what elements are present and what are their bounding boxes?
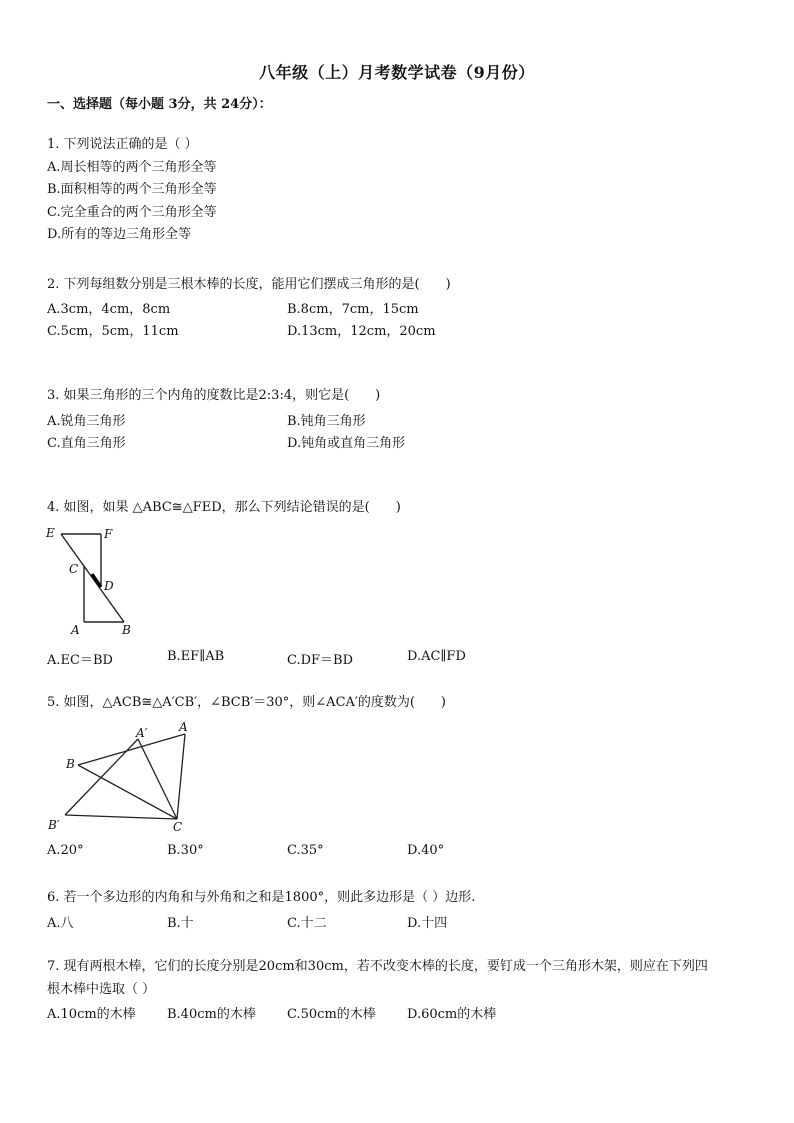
segment-b-prime-c	[65, 815, 177, 819]
option-b[interactable]: B.8cm，7cm，15cm	[287, 302, 419, 317]
option-c[interactable]: C.50cm的木棒	[287, 1007, 376, 1022]
question-stem-line-1: 7. 现有两根木棒，它们的长度分别是20cm和30cm，若不改变木棒的长度，要钉成一个三角形木架，则应在下列四	[47, 959, 708, 974]
option-a[interactable]: A.周长相等的两个三角形全等	[47, 159, 217, 175]
option-c[interactable]: C.35°	[287, 843, 324, 858]
point-label: C	[173, 820, 183, 834]
option-d[interactable]: D.钝角或直角三角形	[287, 436, 406, 451]
question-7	[47, 956, 708, 1001]
question-stem: 3. 如果三角形的三个内角的度数比是2:3:4，则它是( )	[47, 388, 381, 403]
question-stem: 1. 下列说法正确的是（ ）	[47, 137, 198, 152]
segment-cd-bold	[92, 574, 101, 587]
question-stem: 2. 下列每组数分别是三根木棒的长度，能用它们摆成三角形的是( )	[47, 277, 451, 292]
option-c[interactable]: C.5cm，5cm，11cm	[47, 324, 179, 339]
option-a[interactable]: A.3cm，4cm，8cm	[47, 302, 171, 317]
option-d[interactable]: D.所有的等边三角形全等	[47, 227, 192, 242]
option-d[interactable]: D.AC∥FD	[407, 649, 466, 664]
option-c[interactable]: C.十二	[287, 916, 327, 931]
point-label: B′	[48, 818, 60, 832]
option-b[interactable]: B.十	[167, 916, 194, 931]
option-b[interactable]: B.EF∥AB	[167, 649, 225, 664]
question-stem: 5. 如图，△ACB≅△A′CB′，∠BCB′＝30°，则∠ACA′的度数为( )	[47, 695, 446, 710]
figure-q5-triangles	[40, 716, 200, 840]
question-2	[47, 274, 451, 297]
segment-ac	[177, 734, 185, 819]
option-a[interactable]: A.20°	[47, 843, 84, 858]
point-label: E	[46, 526, 55, 540]
option-a[interactable]: A.八	[47, 916, 74, 931]
option-d[interactable]: D.十四	[407, 916, 448, 931]
point-label: A	[71, 623, 80, 637]
option-d[interactable]: D.40°	[407, 843, 445, 858]
segment-bc	[78, 765, 177, 819]
point-label: B	[66, 757, 75, 771]
option-b[interactable]: B.30°	[167, 843, 204, 858]
segment-ba	[78, 734, 185, 765]
point-label: B	[122, 623, 131, 637]
option-c[interactable]: C.完全重合的两个三角形全等	[47, 204, 217, 220]
question-1	[47, 134, 217, 247]
option-a[interactable]: A.EC＝BD	[47, 653, 113, 668]
point-label: A	[179, 720, 188, 734]
question-3	[47, 385, 380, 408]
point-label: F	[104, 527, 113, 541]
point-label: D	[104, 579, 114, 593]
figure-q4-triangles	[40, 523, 140, 641]
question-stem: 6. 若一个多边形的内角和与外角和之和是1800°，则此多边形是（ ）边形.	[47, 890, 476, 905]
option-b[interactable]: B.钝角三角形	[287, 414, 366, 429]
option-d[interactable]: D.13cm，12cm，20cm	[287, 324, 436, 339]
point-label: A′	[136, 726, 148, 740]
question-5	[47, 692, 446, 715]
option-d[interactable]: D.60cm的木棒	[407, 1007, 497, 1022]
option-b[interactable]: B.40cm的木棒	[167, 1007, 256, 1022]
option-c[interactable]: C.DF＝BD	[287, 653, 354, 668]
point-label: C	[69, 562, 79, 576]
segment-a-prime-c	[138, 739, 177, 819]
question-stem-line-2: 根木棒中选取（ ）	[47, 981, 156, 997]
question-stem: 4. 如图，如果 △ABC≅△FED，那么下列结论错误的是( )	[47, 500, 401, 515]
question-6	[47, 887, 475, 910]
option-b[interactable]: B.面积相等的两个三角形全等	[47, 182, 217, 197]
option-a[interactable]: A.10cm的木棒	[47, 1007, 136, 1022]
option-c[interactable]: C.直角三角形	[47, 436, 126, 451]
exam-title: 八年级（上）月考数学试卷（9月份）	[259, 63, 535, 82]
question-4	[47, 497, 401, 520]
section-heading: 一、选择题（每小题 3分，共 24分）：	[47, 97, 272, 112]
option-a[interactable]: A.锐角三角形	[47, 414, 126, 429]
segment-eb	[61, 534, 124, 622]
